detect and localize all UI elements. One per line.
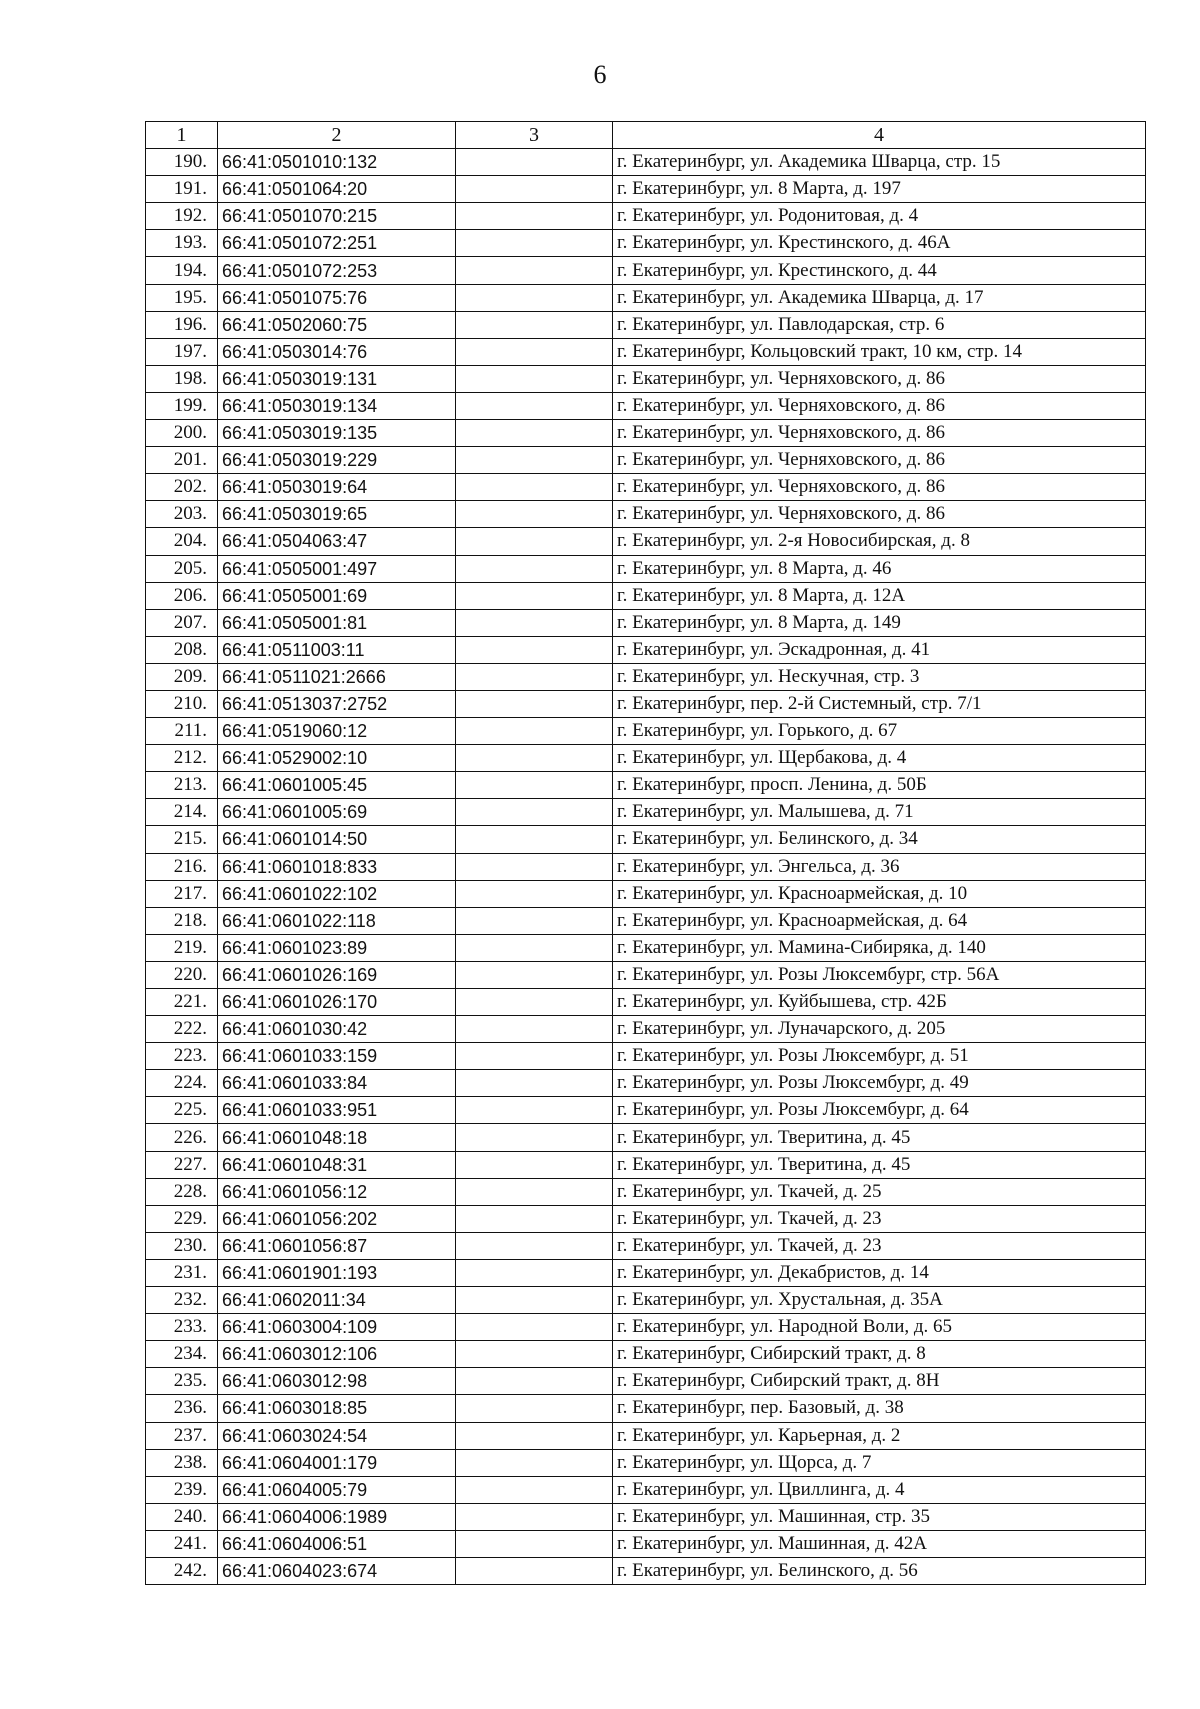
table-row — [146, 420, 1146, 447]
table-row — [146, 1124, 1146, 1151]
address-cell: г. Екатеринбург, ул. Черняховского, д. 86 — [613, 474, 1146, 501]
row-number: 225. — [146, 1097, 218, 1124]
address-cell: г. Екатеринбург, ул. Красноармейская, д. 10 — [613, 880, 1146, 907]
address-cell: г. Екатеринбург, ул. Павлодарская, стр. 6 — [613, 311, 1146, 338]
row-number: 206. — [146, 582, 218, 609]
row-number: 200. — [146, 420, 218, 447]
column-3-cell — [456, 582, 613, 609]
address-cell: г. Екатеринбург, ул. Белинского, д. 56 — [613, 1557, 1146, 1584]
address-cell: г. Екатеринбург, ул. Малышева, д. 71 — [613, 799, 1146, 826]
cadastral-number: 66:41:0601026:170 — [218, 989, 456, 1016]
address-cell: г. Екатеринбург, ул. Ткачей, д. 23 — [613, 1205, 1146, 1232]
table-row — [146, 311, 1146, 338]
row-number: 197. — [146, 338, 218, 365]
address-cell: г. Екатеринбург, ул. Щербакова, д. 4 — [613, 745, 1146, 772]
row-number: 236. — [146, 1395, 218, 1422]
column-3-cell — [456, 1368, 613, 1395]
column-3-cell — [456, 284, 613, 311]
address-cell: г. Екатеринбург, ул. Розы Люксембург, д. 49 — [613, 1070, 1146, 1097]
cadastral-number: 66:41:0601056:202 — [218, 1205, 456, 1232]
cadastral-number: 66:41:0601056:87 — [218, 1232, 456, 1259]
row-number: 213. — [146, 772, 218, 799]
column-3-cell — [456, 636, 613, 663]
address-cell: г. Екатеринбург, ул. Мамина-Сибиряка, д. 140 — [613, 934, 1146, 961]
table-row — [146, 1205, 1146, 1232]
cadastral-number: 66:41:0511021:2666 — [218, 663, 456, 690]
table-row — [146, 772, 1146, 799]
column-3-cell — [456, 420, 613, 447]
table-row — [146, 853, 1146, 880]
column-3-cell — [456, 1395, 613, 1422]
table-row — [146, 1097, 1146, 1124]
row-number: 229. — [146, 1205, 218, 1232]
row-number: 198. — [146, 365, 218, 392]
row-number: 207. — [146, 609, 218, 636]
row-number: 226. — [146, 1124, 218, 1151]
column-3-cell — [456, 961, 613, 988]
table-row — [146, 501, 1146, 528]
column-3-cell — [456, 149, 613, 176]
table-row — [146, 1043, 1146, 1070]
cadastral-number: 66:41:0502060:75 — [218, 311, 456, 338]
page-number: 6 — [593, 60, 607, 89]
cadastral-number: 66:41:0504063:47 — [218, 528, 456, 555]
table-row — [146, 1530, 1146, 1557]
table-row — [146, 1287, 1146, 1314]
table-row — [146, 880, 1146, 907]
cadastral-number: 66:41:0601014:50 — [218, 826, 456, 853]
property-register-table — [145, 121, 1146, 1585]
row-number: 221. — [146, 989, 218, 1016]
cadastral-number: 66:41:0601033:84 — [218, 1070, 456, 1097]
address-cell: г. Екатеринбург, ул. Академика Шварца, д. 17 — [613, 284, 1146, 311]
cadastral-number: 66:41:0501064:20 — [218, 176, 456, 203]
column-3-cell — [456, 690, 613, 717]
address-cell: г. Екатеринбург, ул. Черняховского, д. 86 — [613, 447, 1146, 474]
header-col-3: 3 — [456, 122, 613, 149]
column-3-cell — [456, 989, 613, 1016]
column-3-cell — [456, 853, 613, 880]
row-number: 217. — [146, 880, 218, 907]
column-3-cell — [456, 1422, 613, 1449]
table-row — [146, 1070, 1146, 1097]
column-3-cell — [456, 772, 613, 799]
cadastral-number: 66:41:0601005:45 — [218, 772, 456, 799]
table-row — [146, 176, 1146, 203]
cadastral-number: 66:41:0601005:69 — [218, 799, 456, 826]
cadastral-number: 66:41:0501075:76 — [218, 284, 456, 311]
address-cell: г. Екатеринбург, ул. 2-я Новосибирская, д. 8 — [613, 528, 1146, 555]
table-row — [146, 799, 1146, 826]
row-number: 237. — [146, 1422, 218, 1449]
column-3-cell — [456, 609, 613, 636]
cadastral-number: 66:41:0503019:134 — [218, 392, 456, 419]
row-number: 224. — [146, 1070, 218, 1097]
address-cell: г. Екатеринбург, ул. Машинная, стр. 35 — [613, 1503, 1146, 1530]
column-3-cell — [456, 1205, 613, 1232]
address-cell: г. Екатеринбург, ул. Розы Люксембург, стр. 56А — [613, 961, 1146, 988]
table-row — [146, 934, 1146, 961]
cadastral-number: 66:41:0604005:79 — [218, 1476, 456, 1503]
column-3-cell — [456, 176, 613, 203]
column-3-cell — [456, 934, 613, 961]
column-3-cell — [456, 1151, 613, 1178]
address-cell: г. Екатеринбург, ул. Декабристов, д. 14 — [613, 1259, 1146, 1286]
row-number: 232. — [146, 1287, 218, 1314]
address-cell: г. Екатеринбург, ул. 8 Марта, д. 197 — [613, 176, 1146, 203]
column-3-cell — [456, 1070, 613, 1097]
address-cell: г. Екатеринбург, ул. 8 Марта, д. 149 — [613, 609, 1146, 636]
address-cell: г. Екатеринбург, ул. Белинского, д. 34 — [613, 826, 1146, 853]
cadastral-number: 66:41:0511003:11 — [218, 636, 456, 663]
row-number: 228. — [146, 1178, 218, 1205]
address-cell: г. Екатеринбург, Сибирский тракт, д. 8 — [613, 1341, 1146, 1368]
row-number: 235. — [146, 1368, 218, 1395]
column-3-cell — [456, 745, 613, 772]
table-row — [146, 609, 1146, 636]
cadastral-number: 66:41:0501070:215 — [218, 203, 456, 230]
column-3-cell — [456, 447, 613, 474]
address-cell: г. Екатеринбург, ул. Луначарского, д. 205 — [613, 1016, 1146, 1043]
address-cell: г. Екатеринбург, ул. Горького, д. 67 — [613, 718, 1146, 745]
row-number: 196. — [146, 311, 218, 338]
address-cell: г. Екатеринбург, ул. Энгельса, д. 36 — [613, 853, 1146, 880]
row-number: 239. — [146, 1476, 218, 1503]
row-number: 193. — [146, 230, 218, 257]
row-number: 195. — [146, 284, 218, 311]
cadastral-number: 66:41:0601030:42 — [218, 1016, 456, 1043]
cadastral-number: 66:41:0601026:169 — [218, 961, 456, 988]
address-cell: г. Екатеринбург, ул. Розы Люксембург, д. 64 — [613, 1097, 1146, 1124]
column-3-cell — [456, 1557, 613, 1584]
row-number: 191. — [146, 176, 218, 203]
cadastral-number: 66:41:0601033:951 — [218, 1097, 456, 1124]
header-col-4: 4 — [613, 122, 1146, 149]
address-cell: г. Екатеринбург, ул. Эскадронная, д. 41 — [613, 636, 1146, 663]
address-cell: г. Екатеринбург, ул. Красноармейская, д. 64 — [613, 907, 1146, 934]
row-number: 202. — [146, 474, 218, 501]
row-number: 215. — [146, 826, 218, 853]
cadastral-number: 66:41:0503019:135 — [218, 420, 456, 447]
table-row — [146, 1016, 1146, 1043]
table-body — [146, 149, 1146, 1585]
cadastral-number: 66:41:0604023:674 — [218, 1557, 456, 1584]
table-row — [146, 1341, 1146, 1368]
address-cell: г. Екатеринбург, ул. Академика Шварца, стр. 15 — [613, 149, 1146, 176]
address-cell: г. Екатеринбург, ул. Щорса, д. 7 — [613, 1449, 1146, 1476]
row-number: 231. — [146, 1259, 218, 1286]
row-number: 241. — [146, 1530, 218, 1557]
address-cell: г. Екатеринбург, ул. Тверитина, д. 45 — [613, 1124, 1146, 1151]
address-cell: г. Екатеринбург, ул. Ткачей, д. 23 — [613, 1232, 1146, 1259]
table-row — [146, 1259, 1146, 1286]
column-3-cell — [456, 501, 613, 528]
address-cell: г. Екатеринбург, ул. Тверитина, д. 45 — [613, 1151, 1146, 1178]
row-number: 212. — [146, 745, 218, 772]
column-3-cell — [456, 907, 613, 934]
column-3-cell — [456, 1178, 613, 1205]
column-3-cell — [456, 1016, 613, 1043]
cadastral-number: 66:41:0503019:229 — [218, 447, 456, 474]
table-row — [146, 961, 1146, 988]
column-3-cell — [456, 230, 613, 257]
address-cell: г. Екатеринбург, ул. Родонитовая, д. 4 — [613, 203, 1146, 230]
row-number: 219. — [146, 934, 218, 961]
row-number: 209. — [146, 663, 218, 690]
column-3-cell — [456, 880, 613, 907]
table-row — [146, 826, 1146, 853]
cadastral-number: 66:41:0505001:497 — [218, 555, 456, 582]
address-cell: г. Екатеринбург, ул. Цвиллинга, д. 4 — [613, 1476, 1146, 1503]
table-row — [146, 203, 1146, 230]
table-row — [146, 1503, 1146, 1530]
cadastral-number: 66:41:0603018:85 — [218, 1395, 456, 1422]
table-row — [146, 257, 1146, 284]
cadastral-number: 66:41:0604006:1989 — [218, 1503, 456, 1530]
row-number: 214. — [146, 799, 218, 826]
table-row — [146, 555, 1146, 582]
cadastral-number: 66:41:0503019:131 — [218, 365, 456, 392]
row-number: 238. — [146, 1449, 218, 1476]
address-cell: г. Екатеринбург, ул. Ткачей, д. 25 — [613, 1178, 1146, 1205]
cadastral-number: 66:41:0601901:193 — [218, 1259, 456, 1286]
address-cell: г. Екатеринбург, ул. 8 Марта, д. 46 — [613, 555, 1146, 582]
column-3-cell — [456, 1476, 613, 1503]
cadastral-number: 66:41:0603012:98 — [218, 1368, 456, 1395]
row-number: 211. — [146, 718, 218, 745]
column-3-cell — [456, 1341, 613, 1368]
address-cell: г. Екатеринбург, ул. Нескучная, стр. 3 — [613, 663, 1146, 690]
header-col-2: 2 — [218, 122, 456, 149]
table-row — [146, 230, 1146, 257]
address-cell: г. Екатеринбург, ул. Черняховского, д. 86 — [613, 392, 1146, 419]
column-3-cell — [456, 1232, 613, 1259]
table-row — [146, 1557, 1146, 1584]
address-cell: г. Екатеринбург, ул. Черняховского, д. 86 — [613, 365, 1146, 392]
address-cell: г. Екатеринбург, ул. Крестинского, д. 46А — [613, 230, 1146, 257]
cadastral-number: 66:41:0601022:102 — [218, 880, 456, 907]
address-cell: г. Екатеринбург, ул. 8 Марта, д. 12А — [613, 582, 1146, 609]
column-3-cell — [456, 1124, 613, 1151]
column-3-cell — [456, 311, 613, 338]
table-row — [146, 745, 1146, 772]
column-3-cell — [456, 718, 613, 745]
cadastral-number: 66:41:0503014:76 — [218, 338, 456, 365]
row-number: 192. — [146, 203, 218, 230]
table-row — [146, 365, 1146, 392]
column-3-cell — [456, 1043, 613, 1070]
cadastral-number: 66:41:0503019:64 — [218, 474, 456, 501]
cadastral-number: 66:41:0501010:132 — [218, 149, 456, 176]
address-cell: г. Екатеринбург, ул. Куйбышева, стр. 42Б — [613, 989, 1146, 1016]
column-3-cell — [456, 1259, 613, 1286]
cadastral-number: 66:41:0501072:253 — [218, 257, 456, 284]
column-3-cell — [456, 474, 613, 501]
table-row — [146, 1232, 1146, 1259]
table-row — [146, 1368, 1146, 1395]
row-number: 222. — [146, 1016, 218, 1043]
table-row — [146, 663, 1146, 690]
row-number: 242. — [146, 1557, 218, 1584]
row-number: 230. — [146, 1232, 218, 1259]
row-number: 203. — [146, 501, 218, 528]
table-header — [146, 122, 1146, 149]
cadastral-number: 66:41:0601033:159 — [218, 1043, 456, 1070]
column-3-cell — [456, 826, 613, 853]
cadastral-number: 66:41:0603012:106 — [218, 1341, 456, 1368]
table-row — [146, 718, 1146, 745]
column-3-cell — [456, 338, 613, 365]
column-3-cell — [456, 555, 613, 582]
table-row — [146, 474, 1146, 501]
cadastral-number: 66:41:0602011:34 — [218, 1287, 456, 1314]
table-row — [146, 528, 1146, 555]
row-number: 204. — [146, 528, 218, 555]
address-cell: г. Екатеринбург, ул. Карьерная, д. 2 — [613, 1422, 1146, 1449]
cadastral-number: 66:41:0505001:69 — [218, 582, 456, 609]
row-number: 240. — [146, 1503, 218, 1530]
row-number: 201. — [146, 447, 218, 474]
row-number: 216. — [146, 853, 218, 880]
table-row — [146, 582, 1146, 609]
table-row — [146, 1151, 1146, 1178]
table-row — [146, 907, 1146, 934]
column-3-cell — [456, 257, 613, 284]
row-number: 233. — [146, 1314, 218, 1341]
cadastral-number: 66:41:0519060:12 — [218, 718, 456, 745]
address-cell: г. Екатеринбург, ул. Машинная, д. 42А — [613, 1530, 1146, 1557]
row-number: 205. — [146, 555, 218, 582]
header-row — [146, 122, 1146, 149]
row-number: 223. — [146, 1043, 218, 1070]
row-number: 210. — [146, 690, 218, 717]
address-cell: г. Екатеринбург, пер. 2-й Системный, стр. 7/1 — [613, 690, 1146, 717]
row-number: 220. — [146, 961, 218, 988]
row-number: 208. — [146, 636, 218, 663]
column-3-cell — [456, 528, 613, 555]
table-row — [146, 1178, 1146, 1205]
address-cell: г. Екатеринбург, ул. Розы Люксембург, д. 51 — [613, 1043, 1146, 1070]
cadastral-number: 66:41:0501072:251 — [218, 230, 456, 257]
table-row — [146, 1314, 1146, 1341]
row-number: 199. — [146, 392, 218, 419]
column-3-cell — [456, 663, 613, 690]
table-row — [146, 447, 1146, 474]
cadastral-number: 66:41:0601023:89 — [218, 934, 456, 961]
table-row — [146, 1476, 1146, 1503]
cadastral-number: 66:41:0603024:54 — [218, 1422, 456, 1449]
cadastral-number: 66:41:0601018:833 — [218, 853, 456, 880]
table-row — [146, 1395, 1146, 1422]
column-3-cell — [456, 1449, 613, 1476]
table-row — [146, 690, 1146, 717]
cadastral-number: 66:41:0601048:18 — [218, 1124, 456, 1151]
address-cell: г. Екатеринбург, просп. Ленина, д. 50Б — [613, 772, 1146, 799]
cadastral-number: 66:41:0604001:179 — [218, 1449, 456, 1476]
table-row — [146, 1449, 1146, 1476]
table-row — [146, 149, 1146, 176]
row-number: 234. — [146, 1341, 218, 1368]
row-number: 218. — [146, 907, 218, 934]
column-3-cell — [456, 1530, 613, 1557]
row-number: 227. — [146, 1151, 218, 1178]
column-3-cell — [456, 799, 613, 826]
cadastral-number: 66:41:0529002:10 — [218, 745, 456, 772]
table-row — [146, 636, 1146, 663]
address-cell: г. Екатеринбург, Сибирский тракт, д. 8Н — [613, 1368, 1146, 1395]
cadastral-number: 66:41:0601022:118 — [218, 907, 456, 934]
address-cell: г. Екатеринбург, ул. Народной Воли, д. 65 — [613, 1314, 1146, 1341]
cadastral-number: 66:41:0604006:51 — [218, 1530, 456, 1557]
table-row — [146, 338, 1146, 365]
column-3-cell — [456, 1503, 613, 1530]
column-3-cell — [456, 203, 613, 230]
header-col-1: 1 — [146, 122, 218, 149]
column-3-cell — [456, 1287, 613, 1314]
address-cell: г. Екатеринбург, Кольцовский тракт, 10 км, стр. 14 — [613, 338, 1146, 365]
row-number: 190. — [146, 149, 218, 176]
column-3-cell — [456, 1314, 613, 1341]
cadastral-number: 66:41:0601048:31 — [218, 1151, 456, 1178]
cadastral-number: 66:41:0513037:2752 — [218, 690, 456, 717]
table-row — [146, 1422, 1146, 1449]
cadastral-number: 66:41:0505001:81 — [218, 609, 456, 636]
table-row — [146, 989, 1146, 1016]
column-3-cell — [456, 1097, 613, 1124]
cadastral-number: 66:41:0601056:12 — [218, 1178, 456, 1205]
table-row — [146, 284, 1146, 311]
address-cell: г. Екатеринбург, ул. Крестинского, д. 44 — [613, 257, 1146, 284]
cadastral-number: 66:41:0603004:109 — [218, 1314, 456, 1341]
address-cell: г. Екатеринбург, ул. Черняховского, д. 86 — [613, 420, 1146, 447]
column-3-cell — [456, 365, 613, 392]
table-row — [146, 392, 1146, 419]
column-3-cell — [456, 392, 613, 419]
row-number: 194. — [146, 257, 218, 284]
address-cell: г. Екатеринбург, ул. Хрустальная, д. 35А — [613, 1287, 1146, 1314]
cadastral-number: 66:41:0503019:65 — [218, 501, 456, 528]
address-cell: г. Екатеринбург, ул. Черняховского, д. 86 — [613, 501, 1146, 528]
address-cell: г. Екатеринбург, пер. Базовый, д. 38 — [613, 1395, 1146, 1422]
